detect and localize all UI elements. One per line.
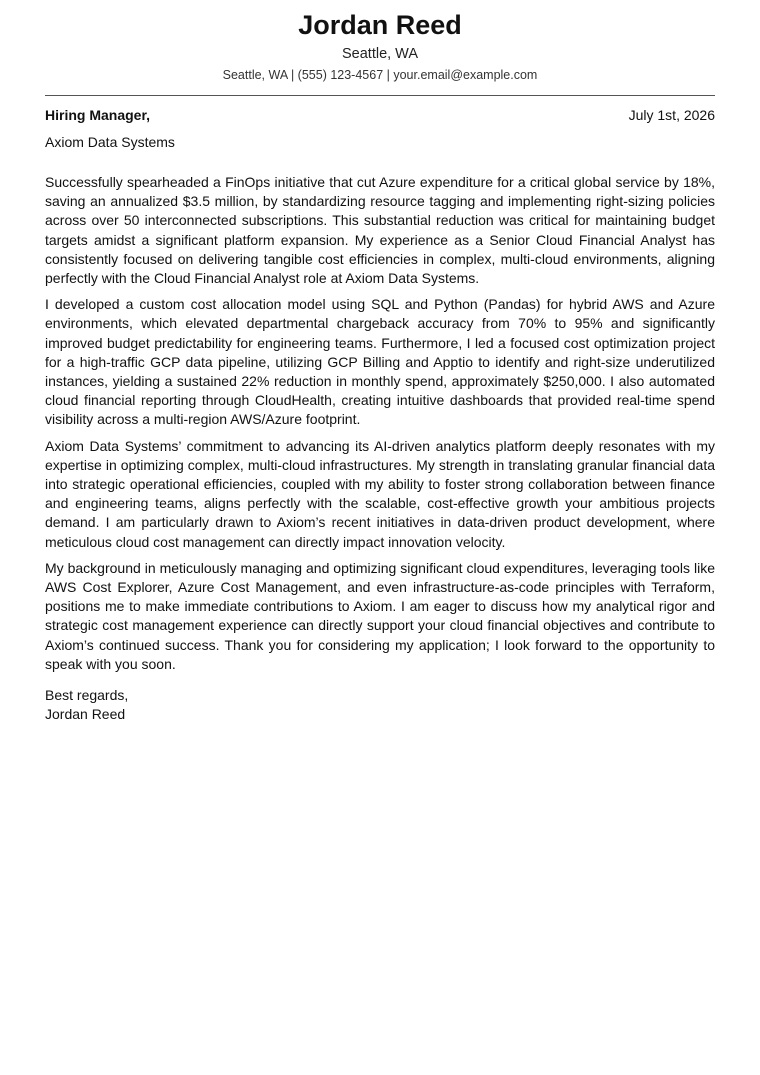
recipient-salutation: Hiring Manager, (45, 107, 151, 123)
body-paragraph: Axiom Data Systems’ commitment to advancing its AI-driven analytics platform deeply resonates with my expertise in optimizing complex, multi-cloud infrastructures. My strength in translating granular financial data into strategic operational efficiencies, coupled with my ability to foster strong collaboration between finance and engineering teams, aligns perfectly with the scalable, cost-effective growth your ambitious projects demand. I am particularly drawn to Axiom’s recent initiatives in data-driven product development, where meticulous cloud cost management can directly impact innovation velocity. (45, 437, 715, 550)
applicant-location: Seattle, WA (341, 46, 419, 62)
salutation-row (45, 105, 715, 125)
signature-name: Jordan Reed (45, 706, 126, 723)
company-name: Axiom Data Systems (45, 134, 175, 150)
applicant-name: Jordan Reed (298, 10, 462, 40)
body-paragraph: Successfully spearheaded a FinOps initiative that cut Azure expenditure for a critical global service by 18%, saving an annualized $3.5 million, by standardizing resource tagging and implementing right-sizing policies across over 50 interconnected subscriptions. This substantial reduction was critical for maintaining budget targets amidst a significant platform expansion. My experience as a Senior Cloud Financial Analyst has consistently focused on delivering tangible cost efficiencies in complex, multi-cloud environments, aligning perfectly with the Cloud Financial Analyst role at Axiom Data Systems. (45, 174, 715, 287)
header-divider (45, 95, 715, 96)
letter-body (45, 173, 715, 674)
body-paragraph: I developed a custom cost allocation model using SQL and Python (Pandas) for hybrid AWS and Azure environments, which elevated departmental chargeback accuracy from 70% to 95% and significantly improved budget predictability for engineering teams. Furthermore, I led a focused cost optimization project for a high-traffic GCP data pipeline, utilizing GCP Billing and Apptio to identify and right-size underutilized instances, yielding a sustained 22% reduction in monthly spend, approximately $250,000. I also automated cloud financial reporting through CloudHealth, creating intuitive dashboards that provided real-time spend visibility across a multi-region AWS/Azure footprint. (45, 296, 715, 428)
closing-phrase: Best regards, (45, 687, 129, 704)
letter-closing (45, 686, 715, 724)
body-paragraph: My background in meticulously managing and optimizing significant cloud expenditures, leveraging tools like AWS Cost Explorer, Azure Cost Management, and even infrastructure-as-code principles with Terraform, positions me to make immediate contributions to Axiom. I am eager to discuss how my analytical rigor and strategic cost management experience can directly support your cloud financial objectives and contribute to Axiom’s continued success. Thank you for considering my application; I look forward to the opportunity to speak with you soon. (45, 559, 715, 672)
letter-header (45, 8, 715, 84)
contact-line: Seattle, WA | (555) 123-4567 | your.email@example.com (222, 68, 538, 82)
letter-date: July 1st, 2026 (628, 107, 715, 123)
